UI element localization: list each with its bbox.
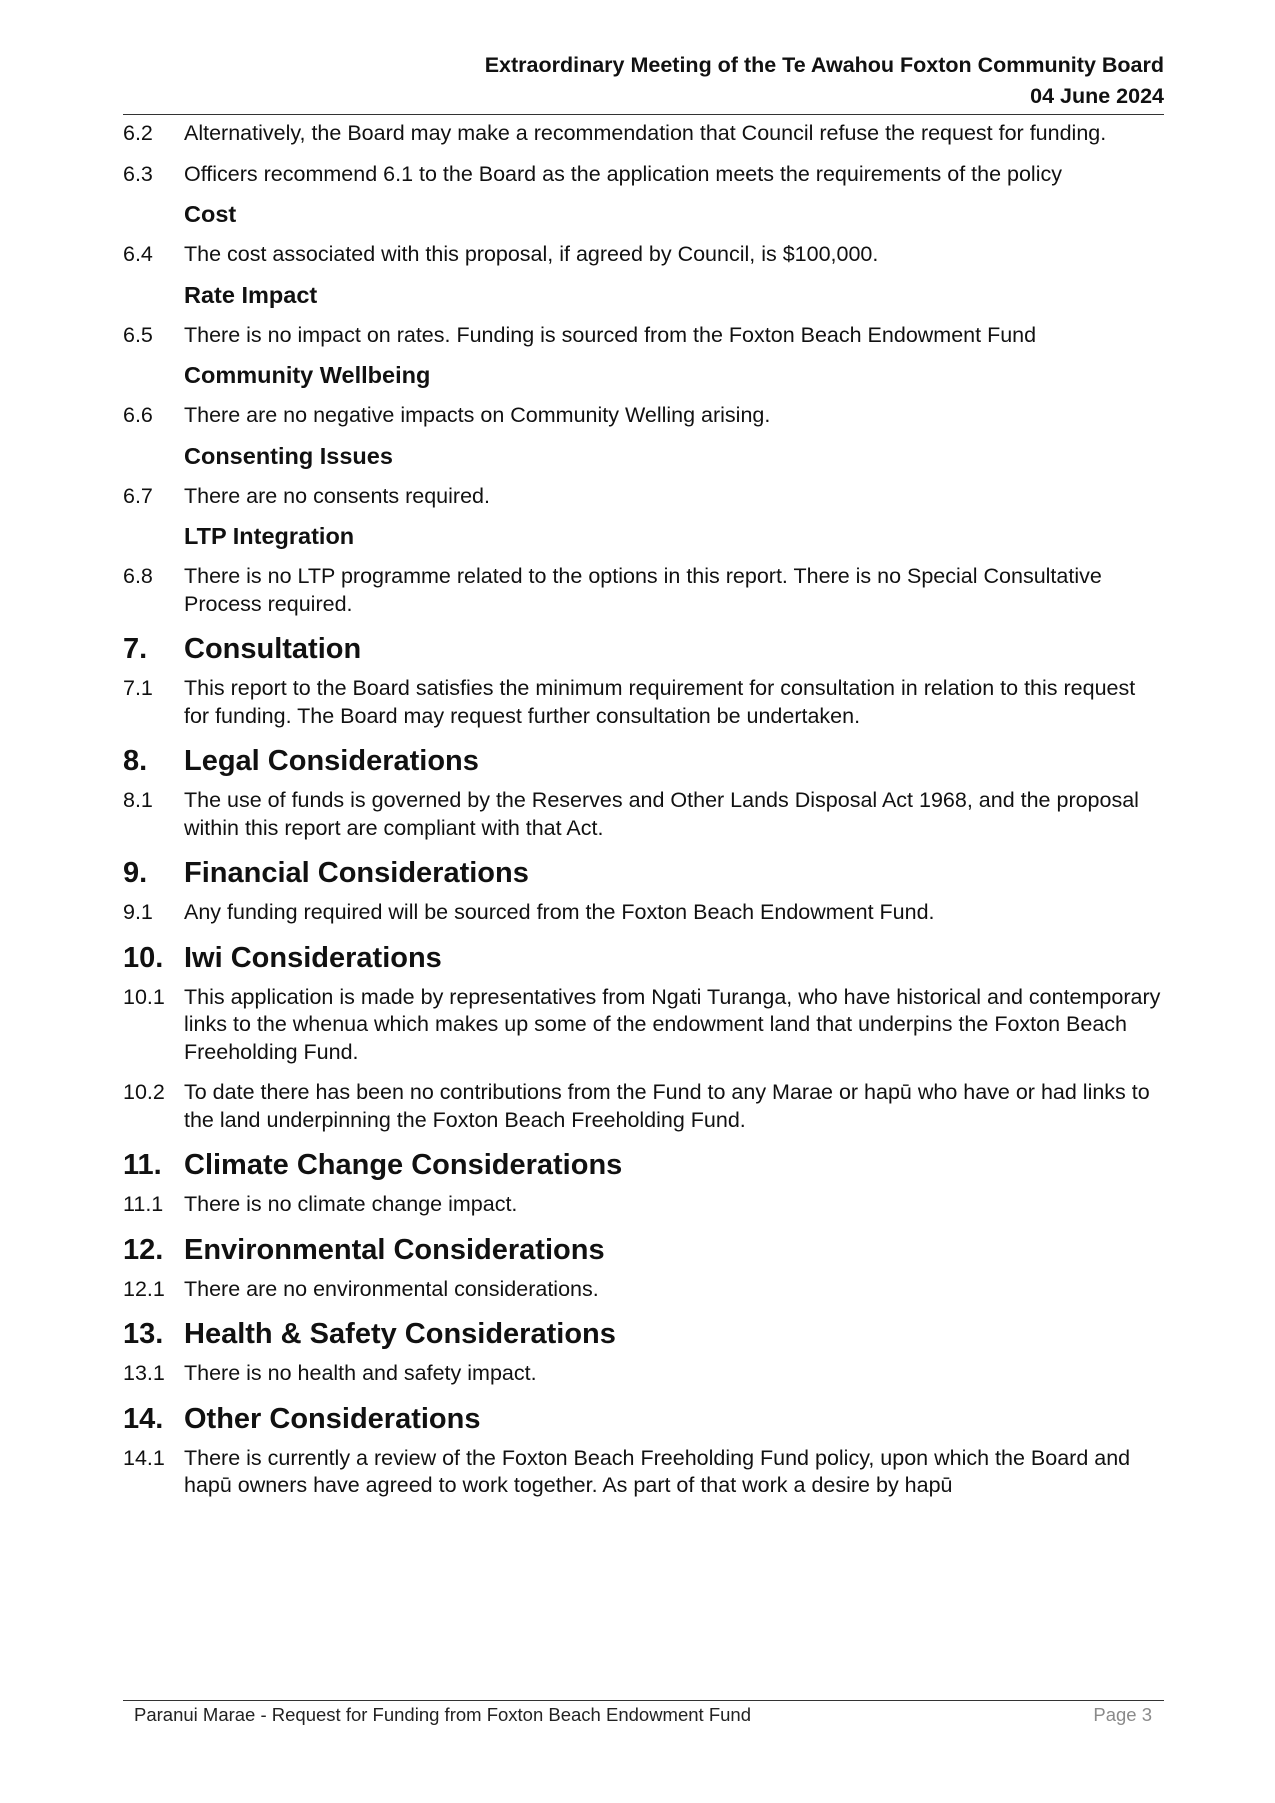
paragraph-number: 6.7 bbox=[123, 483, 153, 508]
section-title: Health & Safety Considerations bbox=[184, 1318, 616, 1350]
section-number: 11. bbox=[123, 1149, 162, 1181]
paragraph-text: There are no environmental considerations. bbox=[184, 1276, 599, 1301]
section-heading-7 bbox=[123, 631, 1164, 667]
paragraph-number: 10.1 bbox=[123, 984, 165, 1009]
paragraph-10-1 bbox=[123, 984, 1164, 1067]
section-number: 8. bbox=[123, 745, 148, 777]
paragraph-number: 9.1 bbox=[123, 900, 153, 924]
paragraph-number: 7.1 bbox=[123, 676, 153, 700]
paragraph-13-1 bbox=[123, 1360, 1164, 1388]
section-heading-14 bbox=[123, 1401, 1164, 1437]
paragraph-text: There is no LTP programme related to the options in this report. There is no Special Consultative Process required. bbox=[184, 564, 1102, 616]
section-number: 10. bbox=[123, 941, 164, 974]
section-heading-10 bbox=[123, 940, 1164, 976]
section-number: 9. bbox=[123, 857, 148, 889]
page-footer bbox=[123, 1700, 1164, 1728]
paragraph-number: 11.1 bbox=[123, 1192, 164, 1216]
footer-page-number: Page 3 bbox=[1093, 1704, 1152, 1725]
paragraph-text: This application is made by representatives from Ngati Turanga, who have historical and contemporary links to the whenua which makes up some of the endowment land that underpins the Foxton Beach Freeholding Fund. bbox=[184, 984, 1161, 1064]
paragraph-14-1 bbox=[123, 1445, 1164, 1500]
paragraph-number: 12.1 bbox=[123, 1276, 165, 1301]
paragraph-text: There are no negative impacts on Community Welling arising. bbox=[184, 403, 771, 427]
section-number: 13. bbox=[123, 1318, 164, 1350]
paragraph-number: 10.2 bbox=[123, 1080, 165, 1104]
paragraph-text: The use of funds is governed by the Reserves and Other Lands Disposal Act 1968, and the proposal within this report are compliant with that Act. bbox=[184, 788, 1139, 840]
paragraph-6-5 bbox=[123, 322, 1164, 350]
subheading-consenting-issues: Consenting Issues bbox=[184, 442, 393, 469]
paragraph-number: 14.1 bbox=[123, 1445, 165, 1470]
paragraph-6-8 bbox=[123, 563, 1164, 618]
meeting-title: Extraordinary Meeting of the Te Awahou Foxton Community Board bbox=[484, 53, 1164, 77]
paragraph-6-6 bbox=[123, 402, 1164, 430]
document-body bbox=[123, 120, 1164, 1513]
paragraph-number: 8.1 bbox=[123, 788, 153, 812]
paragraph-6-4 bbox=[123, 241, 1164, 269]
paragraph-text: There is no climate change impact. bbox=[184, 1192, 518, 1216]
footer-document-title: Paranui Marae - Request for Funding from Foxton Beach Endowment Fund bbox=[134, 1704, 751, 1725]
paragraph-11-1 bbox=[123, 1191, 1164, 1219]
paragraph-number: 6.4 bbox=[123, 242, 153, 266]
paragraph-6-3 bbox=[123, 161, 1164, 189]
section-title: Legal Considerations bbox=[184, 745, 479, 777]
subheading-cost: Cost bbox=[184, 201, 237, 227]
paragraph-text: Any funding required will be sourced from the Foxton Beach Endowment Fund. bbox=[184, 900, 935, 924]
meeting-date: 04 June 2024 bbox=[1030, 84, 1164, 108]
section-heading-11 bbox=[123, 1147, 1164, 1183]
paragraph-7-1 bbox=[123, 675, 1164, 730]
paragraph-text: This report to the Board satisfies the minimum requirement for consultation in relation to this request for funding. The Board may request further consultation be undertaken. bbox=[184, 676, 1136, 728]
paragraph-text: Alternatively, the Board may make a recommendation that Council refuse the request for funding. bbox=[184, 121, 1107, 145]
page-header bbox=[123, 50, 1164, 115]
section-title: Financial Considerations bbox=[184, 857, 529, 889]
subheading-rate-impact: Rate Impact bbox=[184, 281, 318, 308]
section-number: 12. bbox=[123, 1233, 164, 1266]
paragraph-12-1 bbox=[123, 1276, 1164, 1304]
section-heading-13 bbox=[123, 1316, 1164, 1352]
paragraph-number: 13.1 bbox=[123, 1361, 165, 1385]
section-title: Iwi Considerations bbox=[184, 941, 442, 974]
paragraph-number: 6.5 bbox=[123, 322, 153, 347]
section-heading-9 bbox=[123, 855, 1164, 891]
paragraph-9-1 bbox=[123, 899, 1164, 927]
paragraph-text: There is currently a review of the Foxton Beach Freeholding Fund policy, upon which the Board and hapū owners have agreed to work together. As part of that work a desire by hapū bbox=[184, 1445, 1131, 1497]
paragraph-text: Officers recommend 6.1 to the Board as the application meets the requirements of the policy bbox=[184, 161, 1062, 186]
section-heading-12 bbox=[123, 1232, 1164, 1268]
section-heading-8 bbox=[123, 743, 1164, 779]
paragraph-number: 6.2 bbox=[123, 121, 153, 145]
paragraph-text: There is no health and safety impact. bbox=[184, 1361, 537, 1385]
paragraph-6-7 bbox=[123, 483, 1164, 511]
section-title: Other Considerations bbox=[184, 1402, 481, 1435]
section-number: 14. bbox=[123, 1402, 164, 1435]
paragraph-number: 6.6 bbox=[123, 403, 153, 427]
paragraph-6-2 bbox=[123, 120, 1164, 148]
paragraph-text: There are no consents required. bbox=[184, 483, 490, 508]
paragraph-number: 6.8 bbox=[123, 564, 153, 588]
paragraph-text: The cost associated with this proposal, if agreed by Council, is $100,000. bbox=[184, 242, 879, 266]
section-title: Climate Change Considerations bbox=[184, 1149, 623, 1181]
section-title: Environmental Considerations bbox=[184, 1233, 605, 1266]
paragraph-text: To date there has been no contributions from the Fund to any Marae or hapū who have or had links to the land underpinning the Foxton Beach Freeholding Fund. bbox=[184, 1080, 1150, 1132]
subheading-ltp-integration: LTP Integration bbox=[184, 523, 355, 549]
paragraph-text: There is no impact on rates. Funding is sourced from the Foxton Beach Endowment Fund bbox=[184, 322, 1037, 347]
subheading-community-wellbeing: Community Wellbeing bbox=[184, 362, 431, 388]
paragraph-number: 6.3 bbox=[123, 161, 153, 186]
section-number: 7. bbox=[123, 633, 148, 665]
paragraph-8-1 bbox=[123, 787, 1164, 842]
section-title: Consultation bbox=[184, 633, 362, 665]
paragraph-10-2 bbox=[123, 1079, 1164, 1134]
